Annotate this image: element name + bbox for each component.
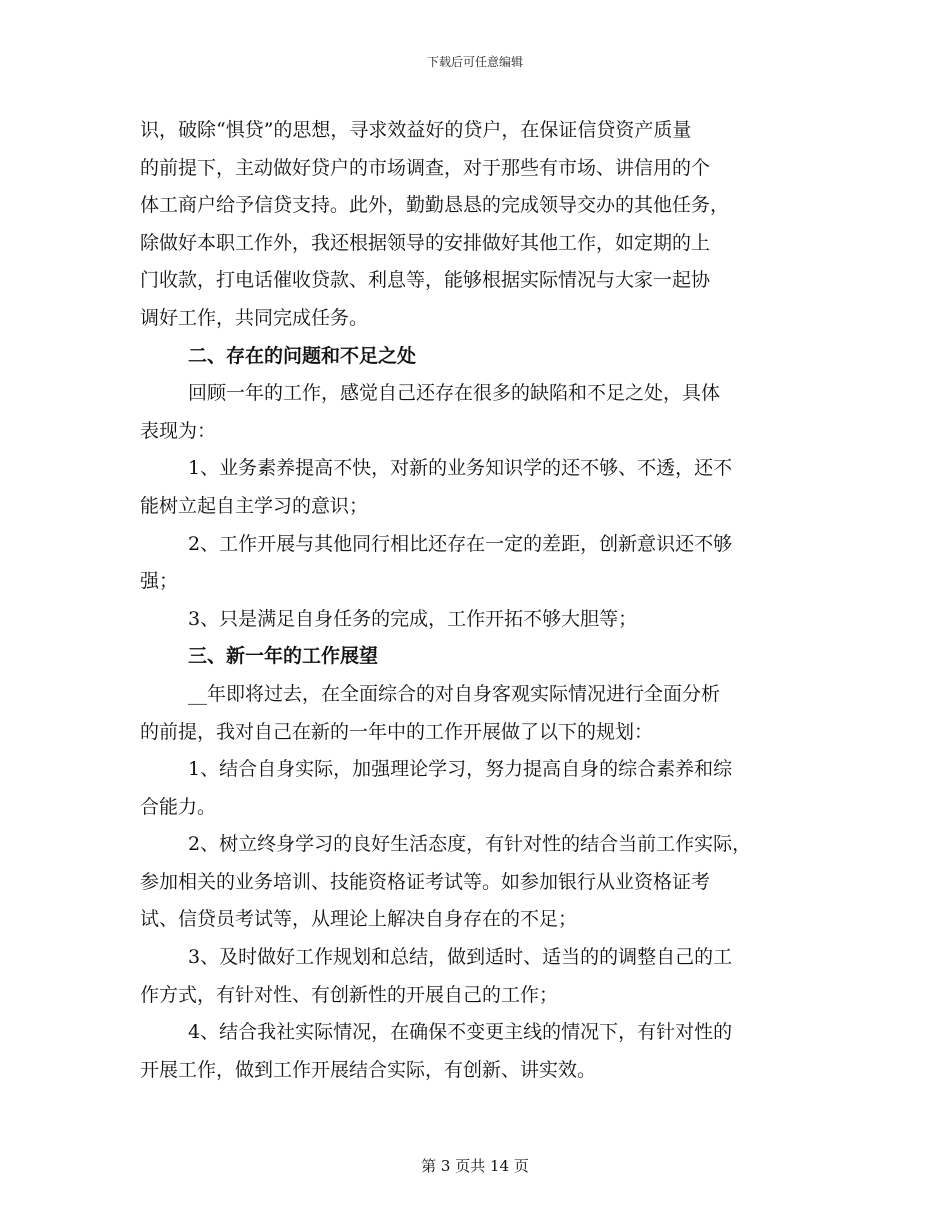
page-footer: 第 3 页共 14 页 xyxy=(421,1157,529,1175)
paragraph-line: 识，破除“惧贷”的思想，寻求效益好的贷户，在保证信贷资产质量 xyxy=(140,119,692,141)
list-item-line: 3、及时做好工作规划和总结，做到适时、适当的的调整自己的工 xyxy=(188,946,733,969)
list-item-line: 2、工作开展与其他同行相比还存在一定的差距，创新意识还不够 xyxy=(188,532,733,555)
list-item-line: 强； xyxy=(140,570,179,593)
paragraph-line: 体工商户给予信贷支持。此外，勤勤恳恳的完成领导交办的其他任务， xyxy=(140,194,730,217)
paragraph-line: 的前提下，主动做好贷户的市场调查，对于那些有市场、讲信用的个 xyxy=(140,156,711,179)
paragraph-line: 的前提，我对自己在新的一年中的工作开展做了以下的规划： xyxy=(140,720,654,743)
paragraph-line: 调好工作，共同完成任务。 xyxy=(140,306,369,329)
list-item-line: 开展工作，做到工作开展结合实际，有创新、讲实效。 xyxy=(140,1058,597,1081)
page-header: 下载后可任意编辑 xyxy=(426,55,523,69)
list-item-line: 4、结合我社实际情况，在确保不变更主线的情况下，有针对性的 xyxy=(188,1021,733,1044)
list-item-line: 1、结合自身实际，加强理论学习，努力提高自身的综合素养和综 xyxy=(188,758,733,781)
paragraph-line: 表现为： xyxy=(140,419,217,442)
document-body xyxy=(140,112,815,1089)
paragraph-line: 除做好本职工作外，我还根据领导的安排做好其他工作，如定期的上 xyxy=(140,231,711,254)
section-heading: 二、存在的问题和不足之处 xyxy=(188,344,417,367)
section-heading: 三、新一年的工作展望 xyxy=(188,645,379,668)
list-item-line: 能树立起自主学习的意识； xyxy=(140,494,369,517)
list-item-line: 2、树立终身学习的良好生活态度，有针对性的结合当前工作实际， xyxy=(188,833,752,856)
paragraph-line: 回顾一年的工作，感觉自己还存在很多的缺陷和不足之处，具体 xyxy=(188,382,721,405)
list-item-line: 试、信贷员考试等，从理论上解决自身存在的不足； xyxy=(140,908,578,931)
list-item-line: 3、只是满足自身任务的完成，工作开拓不够大胆等； xyxy=(188,607,638,630)
list-item-line: 1、业务素养提高不快，对新的业务知识学的还不够、不透，还不 xyxy=(188,457,733,480)
list-item-line: 作方式，有针对性、有创新性的开展自己的工作； xyxy=(140,983,559,1006)
paragraph-line: __年即将过去，在全面综合的对自身客观实际情况进行全面分析 xyxy=(188,682,721,705)
list-item-line: 合能力。 xyxy=(140,795,217,818)
list-item-line: 参加相关的业务培训、技能资格证考试等。如参加银行从业资格证考 xyxy=(140,870,711,893)
paragraph-line: 门收款，打电话催收贷款、利息等，能够根据实际情况与大家一起协 xyxy=(140,269,711,292)
